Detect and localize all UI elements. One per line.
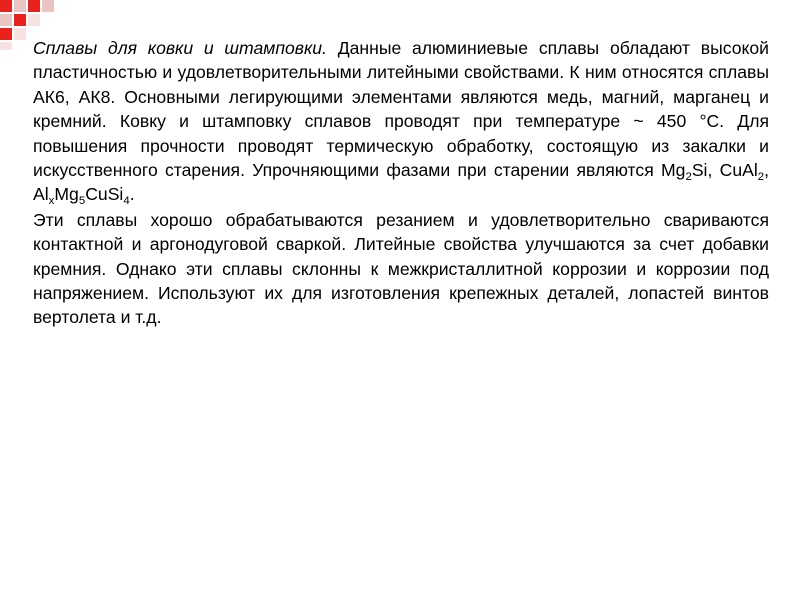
paragraph-body: Данные алюминиевые сплавы обладают высокой пластичностью и удовлетворительными литейными свойствами. К ним относятся сплавы АК6, АК8. Основными легирующими элементами являются медь, магний, марганец и кремний. Ковку и штамповку сплавов проводят при температуре ~ 450 °С. Для повышения прочности проводят термическую обработку, состоящую из закалки и искусственного старения. Упрочняющими фазами при старении являются <box>33 38 770 181</box>
formula-subscript: 5 <box>78 195 86 208</box>
formula-part: CuAl <box>719 160 758 181</box>
deco-square-accent-3 <box>14 14 26 26</box>
formula-part: CuSi <box>85 184 124 205</box>
paragraph-lead-italic: Сплавы для ковки и штамповки. <box>33 38 327 58</box>
formula-part: Mg <box>54 184 79 205</box>
phase-cual2 <box>719 160 765 184</box>
deco-square-accent-1 <box>0 0 12 12</box>
formula-part: Mg <box>660 160 686 181</box>
main-text <box>33 36 769 330</box>
deco-square-light-1 <box>28 14 40 26</box>
deco-square-accent-2 <box>28 0 40 12</box>
separator: , <box>764 160 770 181</box>
formula-part: Al <box>33 184 49 205</box>
formula-subscript: 2 <box>685 171 692 184</box>
deco-square-light-3 <box>0 42 12 50</box>
paragraph-forging-alloys <box>33 36 769 207</box>
separator: , <box>707 160 720 181</box>
deco-square-muted-2 <box>42 0 54 12</box>
deco-square-accent-4 <box>0 28 12 40</box>
phase-mg2si <box>660 160 708 184</box>
formula-subscript: 2 <box>757 171 765 184</box>
deco-square-light-2 <box>14 28 26 40</box>
phase-alxmg5cusi4 <box>33 184 130 208</box>
formula-part: Si <box>691 160 708 181</box>
deco-square-muted-1 <box>14 0 26 12</box>
deco-square-muted-3 <box>0 14 12 26</box>
sentence-end: . <box>129 184 135 205</box>
paragraph-machining-welding: Эти сплавы хорошо обрабатываются резанием и удовлетворительно свариваются контактной и аргонодуговой сваркой. Литейные свойства улучшаются за счет добавки кремния. Однако эти сплавы склонны к межкристаллитной коррозии и коррозии под напряжением. Используют их для изготовления крепежных деталей, лопастей винтов вертолета и т.д. <box>33 209 769 328</box>
formula-subscript: x <box>48 195 55 208</box>
formula-subscript: 4 <box>123 195 130 208</box>
